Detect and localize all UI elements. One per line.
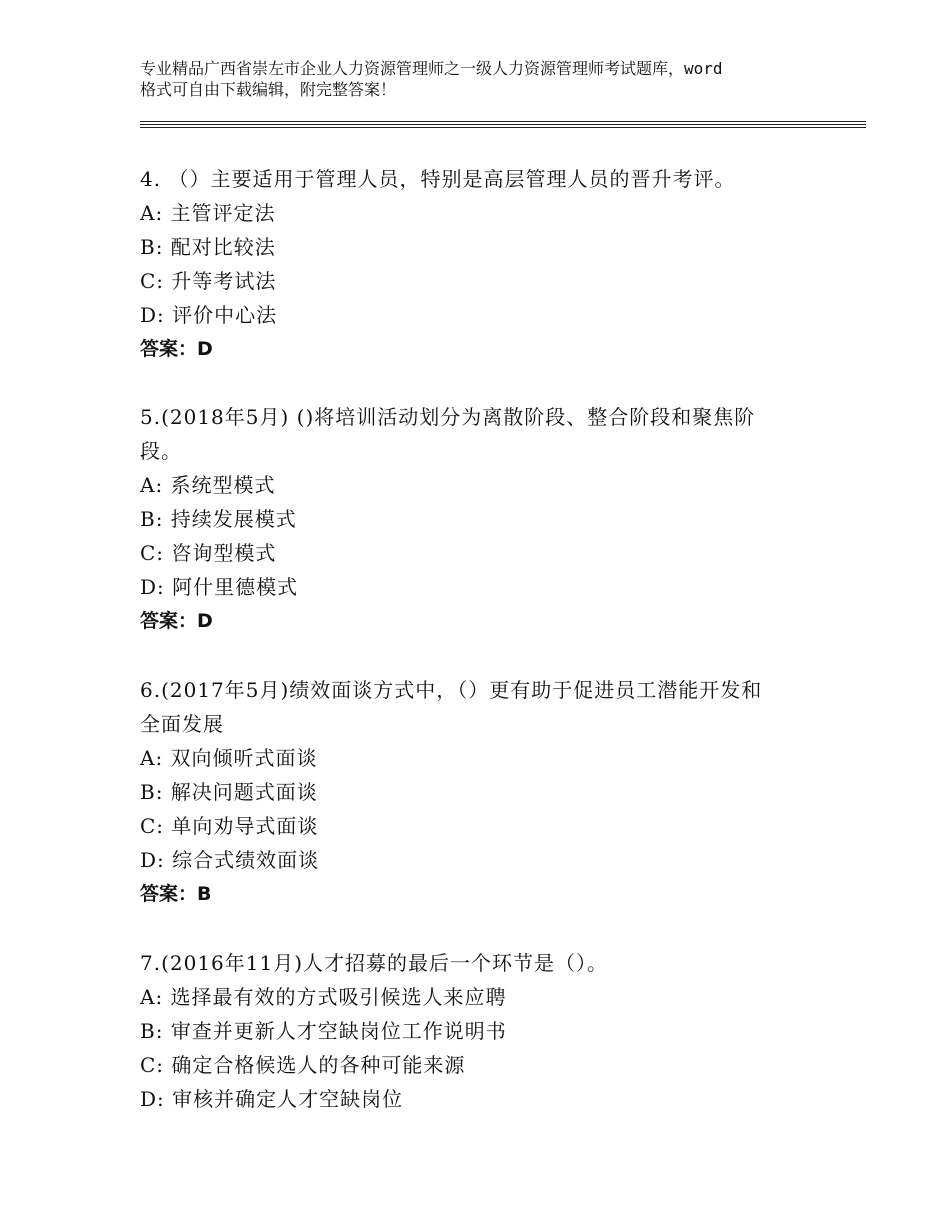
option-c: C: 确定合格候选人的各种可能来源	[140, 1053, 466, 1077]
option-d: D: 评价中心法	[140, 303, 278, 327]
question-text: 5.(2018年5月) ()将培训活动划分为离散阶段、整合阶段和聚焦阶	[140, 405, 756, 429]
question-text-continued: 全面发展	[140, 712, 224, 736]
question-text: 6.(2017年5月)绩效面谈方式中，（）更有助于促进员工潜能开发和	[140, 678, 763, 702]
answer-label: 答案：B	[140, 883, 212, 905]
question-5	[140, 400, 820, 638]
option-d: D: 审核并确定人才空缺岗位	[140, 1087, 404, 1111]
option-a: A: 选择最有效的方式吸引候选人来应聘	[140, 985, 507, 1009]
question-4	[140, 162, 820, 366]
option-c: C: 咨询型模式	[140, 541, 277, 565]
option-b: B: 配对比较法	[140, 235, 276, 259]
header-divider	[140, 127, 866, 128]
option-a: A: 系统型模式	[140, 473, 276, 497]
header-line-2: 格式可自由下载编辑，附完整答案！	[140, 80, 397, 99]
question-7	[140, 946, 820, 1116]
header-divider	[140, 121, 866, 122]
answer-label: 答案：D	[140, 338, 213, 360]
question-text: 4. （）主要适用于管理人员，特别是高层管理人员的晋升考评。	[140, 167, 736, 191]
option-b: B: 持续发展模式	[140, 507, 297, 531]
document-header	[140, 58, 830, 100]
option-a: A: 主管评定法	[140, 201, 276, 225]
header-divider	[140, 124, 866, 125]
answer-label: 答案：D	[140, 610, 213, 632]
question-text-continued: 段。	[140, 439, 182, 463]
header-line-1: 专业精品广西省崇左市企业人力资源管理师之一级人力资源管理师考试题库，word	[140, 59, 723, 78]
question-6	[140, 673, 820, 911]
option-d: D: 综合式绩效面谈	[140, 848, 320, 872]
option-a: A: 双向倾听式面谈	[140, 746, 318, 770]
option-c: C: 升等考试法	[140, 269, 277, 293]
option-b: B: 解决问题式面谈	[140, 780, 318, 804]
question-text: 7.(2016年11月)人才招募的最后一个环节是（）。	[140, 951, 609, 975]
option-b: B: 审查并更新人才空缺岗位工作说明书	[140, 1019, 507, 1043]
option-d: D: 阿什里德模式	[140, 575, 299, 599]
option-c: C: 单向劝导式面谈	[140, 814, 319, 838]
